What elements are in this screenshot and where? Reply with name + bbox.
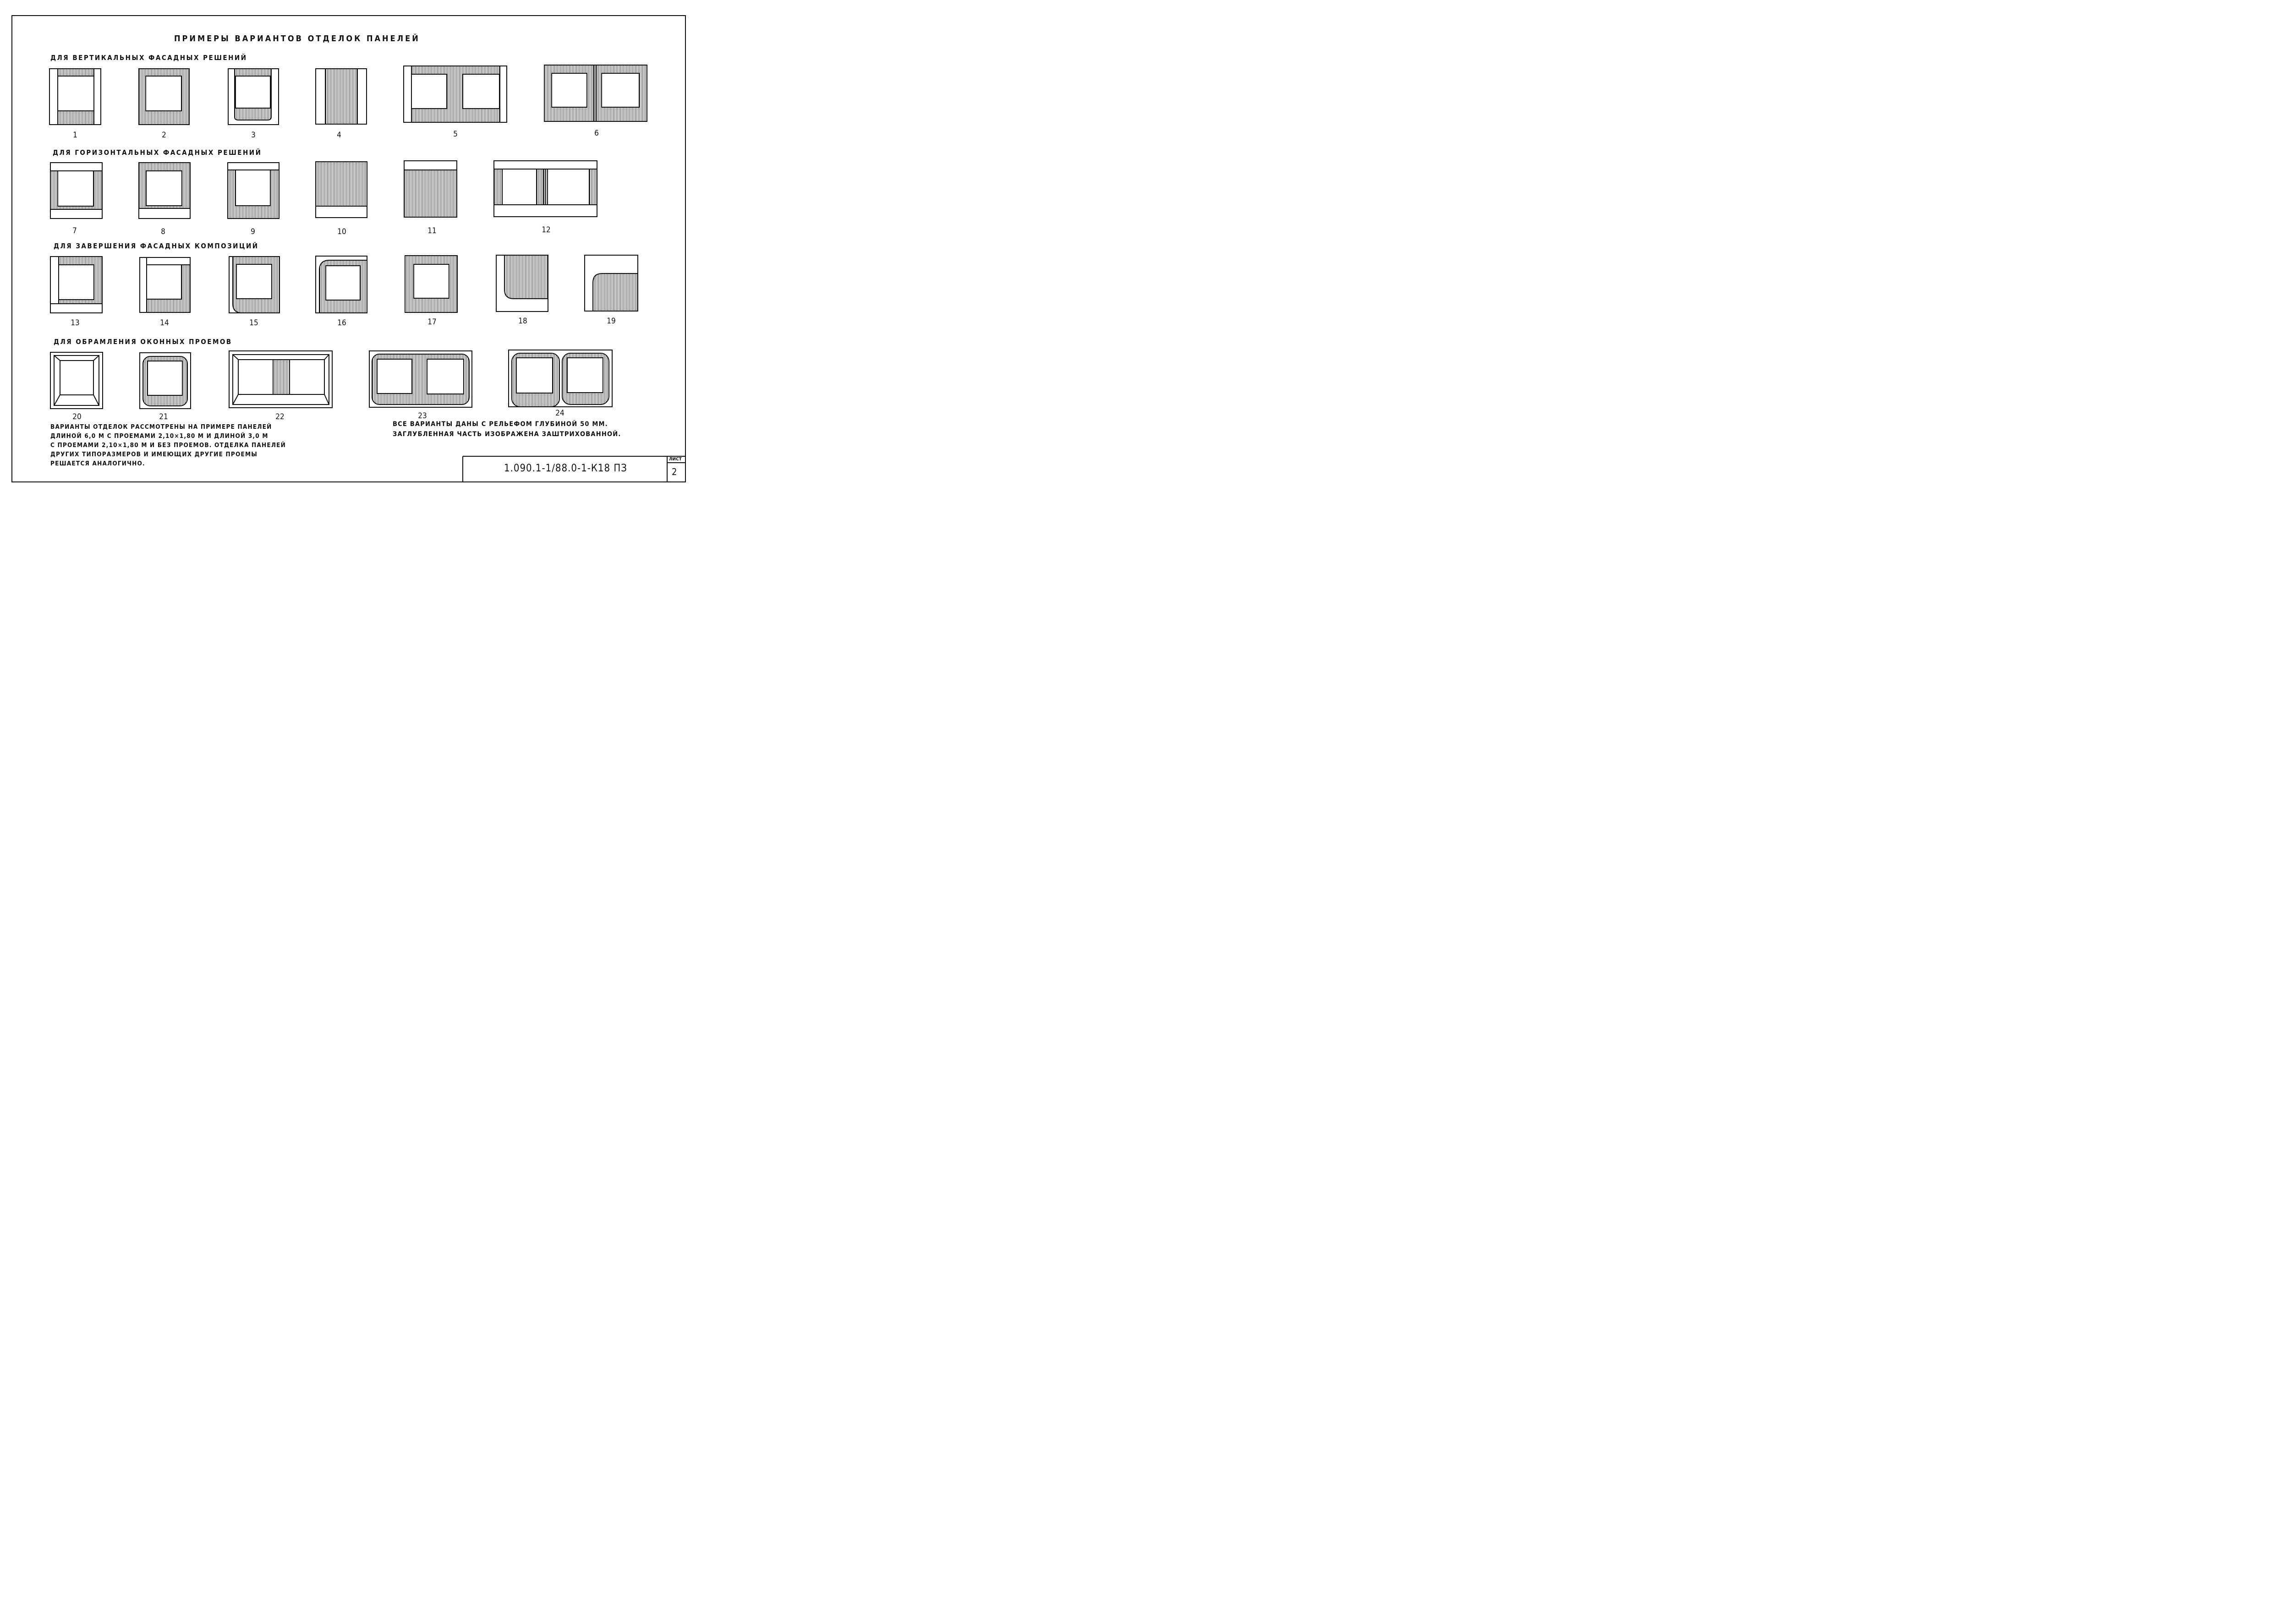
variant-number: 20 <box>72 412 82 421</box>
variant-number: 11 <box>427 226 437 235</box>
panel-variant-19 <box>585 255 638 311</box>
panel-variant-24 <box>509 350 612 407</box>
panel-variant-13 <box>50 257 102 313</box>
panel-variant-18 <box>496 255 548 312</box>
variant-number: 18 <box>518 317 527 326</box>
panel-variant-22 <box>229 351 332 408</box>
variant-number: 19 <box>607 317 616 326</box>
note-left-line: ДЛИНОЙ 6,0 М С ПРОЕМАМИ 2,10×1,80 М И ДЛИНОЙ 3,0 М <box>50 432 269 440</box>
section-header-vertical: ДЛЯ ВЕРТИКАЛЬНЫХ ФАСАДНЫХ РЕШЕНИЙ <box>50 54 247 62</box>
variant-number: 5 <box>453 130 458 139</box>
panel-variant-20 <box>50 352 103 409</box>
panel-variant-4 <box>316 69 367 124</box>
panel-variant-16 <box>316 256 367 313</box>
variant-number: 16 <box>337 318 346 328</box>
page-title: ПРИМЕРЫ ВАРИАНТОВ ОТДЕЛОК ПАНЕЛЕЙ <box>174 34 420 44</box>
variant-number: 13 <box>71 318 80 328</box>
note-left-line: РЕШАЕТСЯ АНАЛОГИЧНО. <box>50 460 145 467</box>
variant-number: 17 <box>427 317 437 327</box>
sheet-label: ЛИСТ <box>669 457 682 462</box>
note-right-line: ЗАГЛУБЛЕННАЯ ЧАСТЬ ИЗОБРАЖЕНА ЗАШТРИХОВАННОЙ. <box>393 431 621 438</box>
variant-number: 22 <box>275 412 285 421</box>
panel-variant-17 <box>405 256 457 312</box>
panel-variant-21 <box>140 353 191 409</box>
variant-number: 3 <box>251 131 256 140</box>
note-left-line: ВАРИАНТЫ ОТДЕЛОК РАССМОТРЕНЫ НА ПРИМЕРЕ ПАНЕЛЕЙ <box>50 423 272 431</box>
panel-variant-11 <box>404 161 457 217</box>
variant-number: 21 <box>159 412 168 421</box>
panel-variant-15 <box>229 257 279 313</box>
panel-variant-23 <box>369 351 472 407</box>
variant-number: 1 <box>73 131 77 140</box>
panel-variant-3 <box>228 69 279 125</box>
panel-variant-10 <box>316 162 367 218</box>
variant-number: 12 <box>542 225 551 235</box>
document-code: 1.090.1-1/88.0-1-К18 ПЗ <box>504 463 627 474</box>
note-left-line: ДРУГИХ ТИПОРАЗМЕРОВ И ИМЕЮЩИХ ДРУГИЕ ПРОЕМЫ <box>50 451 258 458</box>
note-right-line: ВСЕ ВАРИАНТЫ ДАНЫ С РЕЛЬЕФОМ ГЛУБИНОЙ 50 ММ. <box>393 421 608 428</box>
variant-number: 10 <box>337 227 346 236</box>
variant-number: 4 <box>337 131 341 140</box>
variant-number: 14 <box>160 318 169 328</box>
variant-number: 15 <box>249 318 258 328</box>
panel-variant-6 <box>544 65 647 121</box>
panel-variant-8 <box>139 163 190 219</box>
section-header-framing: ДЛЯ ОБРАМЛЕНИЯ ОКОННЫХ ПРОЕМОВ <box>54 338 232 346</box>
variant-number: 7 <box>72 226 77 235</box>
panel-variant-2 <box>139 69 189 125</box>
section-header-horizontal: ДЛЯ ГОРИЗОНТАЛЬНЫХ ФАСАДНЫХ РЕШЕНИЙ <box>53 148 262 157</box>
note-right <box>393 419 621 439</box>
panel-variant-12 <box>494 161 597 217</box>
panel-variant-9 <box>228 163 279 219</box>
variant-number: 2 <box>162 131 166 140</box>
panel-variant-5 <box>404 66 507 122</box>
panel-variant-7 <box>50 163 102 219</box>
panel-variant-14 <box>140 257 190 312</box>
note-left-line: С ПРОЕМАМИ 2,10×1,80 М И БЕЗ ПРОЕМОВ. ОТДЕЛКА ПАНЕЛЕЙ <box>50 442 286 449</box>
section-header-completion: ДЛЯ ЗАВЕРШЕНИЯ ФАСАДНЫХ КОМПОЗИЦИЙ <box>54 242 259 250</box>
note-left <box>50 422 286 468</box>
variant-number: 9 <box>251 227 255 236</box>
variant-number: 24 <box>555 409 564 418</box>
panel-variant-1 <box>49 69 101 125</box>
variant-number: 8 <box>161 227 165 236</box>
variant-number: 23 <box>418 411 427 421</box>
sheet-number: 2 <box>672 466 677 477</box>
variant-number: 6 <box>594 129 599 138</box>
